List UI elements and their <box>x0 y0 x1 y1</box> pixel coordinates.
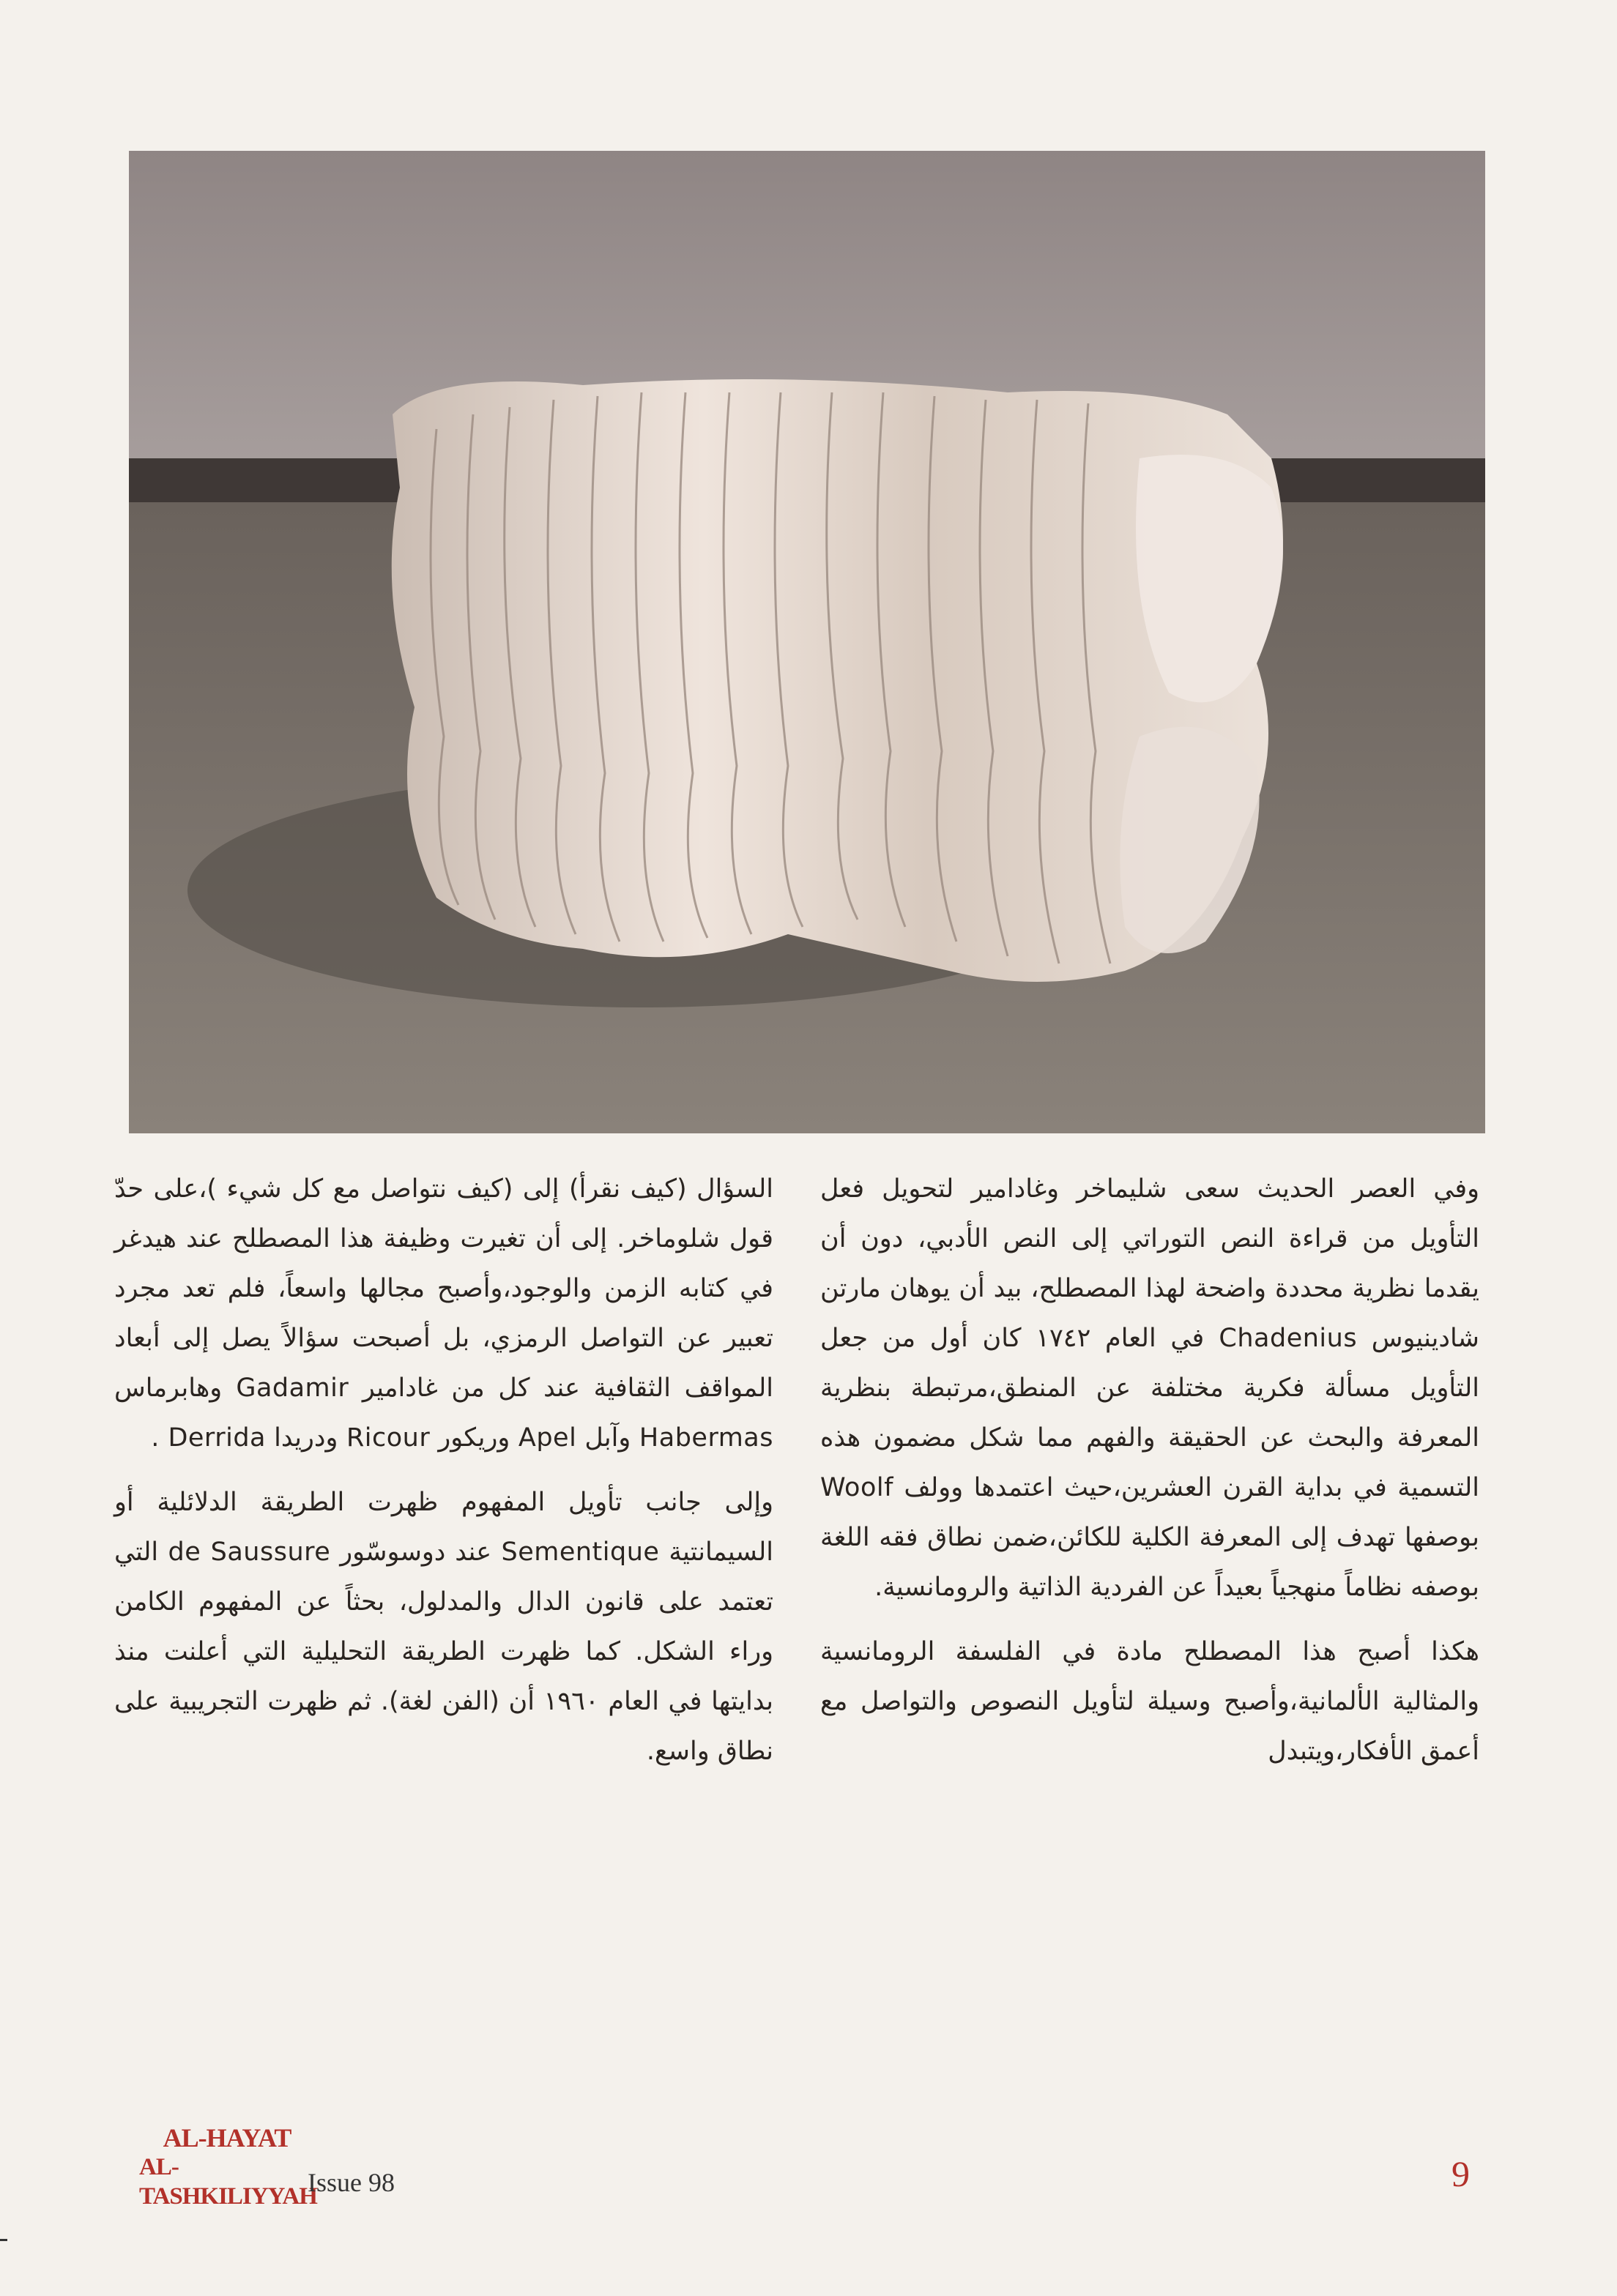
sculpture-image <box>129 151 1485 1133</box>
article-column-left <box>114 1164 773 1791</box>
article-column-right <box>820 1164 1479 1791</box>
page-footer <box>0 2109 1617 2255</box>
paragraph: هكذا أصبح هذا المصطلح مادة في الفلسفة الرومانسية والمثالية الألمانية،وأصبح وسيلة لتأويل النصوص والتواصل مع أعمق الأفكار،ويتبدل <box>820 1637 1479 1766</box>
page-number: 9 <box>1451 2153 1470 2194</box>
paragraph: وإلى جانب تأويل المفهوم ظهرت الطريقة الدلائلية أو السيمانتية Sementique عند دوسوسّور de Saussure التي تعتمد على قانون الدال والمدلول، بحثاً عن المفهوم الكامن وراء الشكل. كما ظهرت الطريقة التحليلية التي أعلنت منذ بدايتها في العام ١٩٦٠ أن (الفن لغة). ثم ظهرت التجريبية على نطاق واسع. <box>114 1488 774 1766</box>
edge-mark <box>0 2239 7 2241</box>
logo-line-1: AL-HAYAT <box>163 2123 291 2152</box>
logo-line-2: AL-TASHKILIYYAH <box>139 2154 317 2210</box>
issue-number: Issue 98 <box>308 2168 395 2197</box>
paragraph: وفي العصر الحديث سعى شليماخر وغادامير لتحويل فعل التأويل من قراءة النص التوراتي إلى النص الأدبي، دون أن يقدما نظرية محددة واضحة لهذا المصطلح، بيد أن يوهان مارتن شادينيوس Chadenius في العام ١٧٤٢ كان أول من جعل التأويل مسألة فكرية مختلفة عن المنطق،مرتبطة بنظرية المعرفة والبحث عن الحقيقة والفهم مما شكل مضمون هذه التسمية في بداية القرن العشرين،حيث اعتمدها وولف Woolf بوصفها تهدف إلى المعرفة الكلية للكائن،ضمن نطاق فقه اللغة بوصفه نظاماً منهجياً بعيداً عن الفردية الذاتية والرومانسية. <box>820 1174 1479 1602</box>
magazine-logo <box>139 2123 315 2211</box>
sculpture-photo <box>129 151 1485 1133</box>
paragraph: السؤال (كيف نقرأ) إلى (كيف نتواصل مع كل شيء )،على حدّ قول شلوماخر. إلى أن تغيرت وظيفة هذا المصطلح عند هيدغر في كتابه الزمن والوجود،وأصبح مجالها واسعاً، فلم تعد مجرد تعبير عن التواصل الرمزي، بل أصبحت سؤالاً يصل إلى أبعاد المواقف الثقافية عند كل من غادامير Gadamir وهابرماس Habermas وآبل Apel وريكور Ricour ودريدا Derrida . <box>114 1174 773 1453</box>
